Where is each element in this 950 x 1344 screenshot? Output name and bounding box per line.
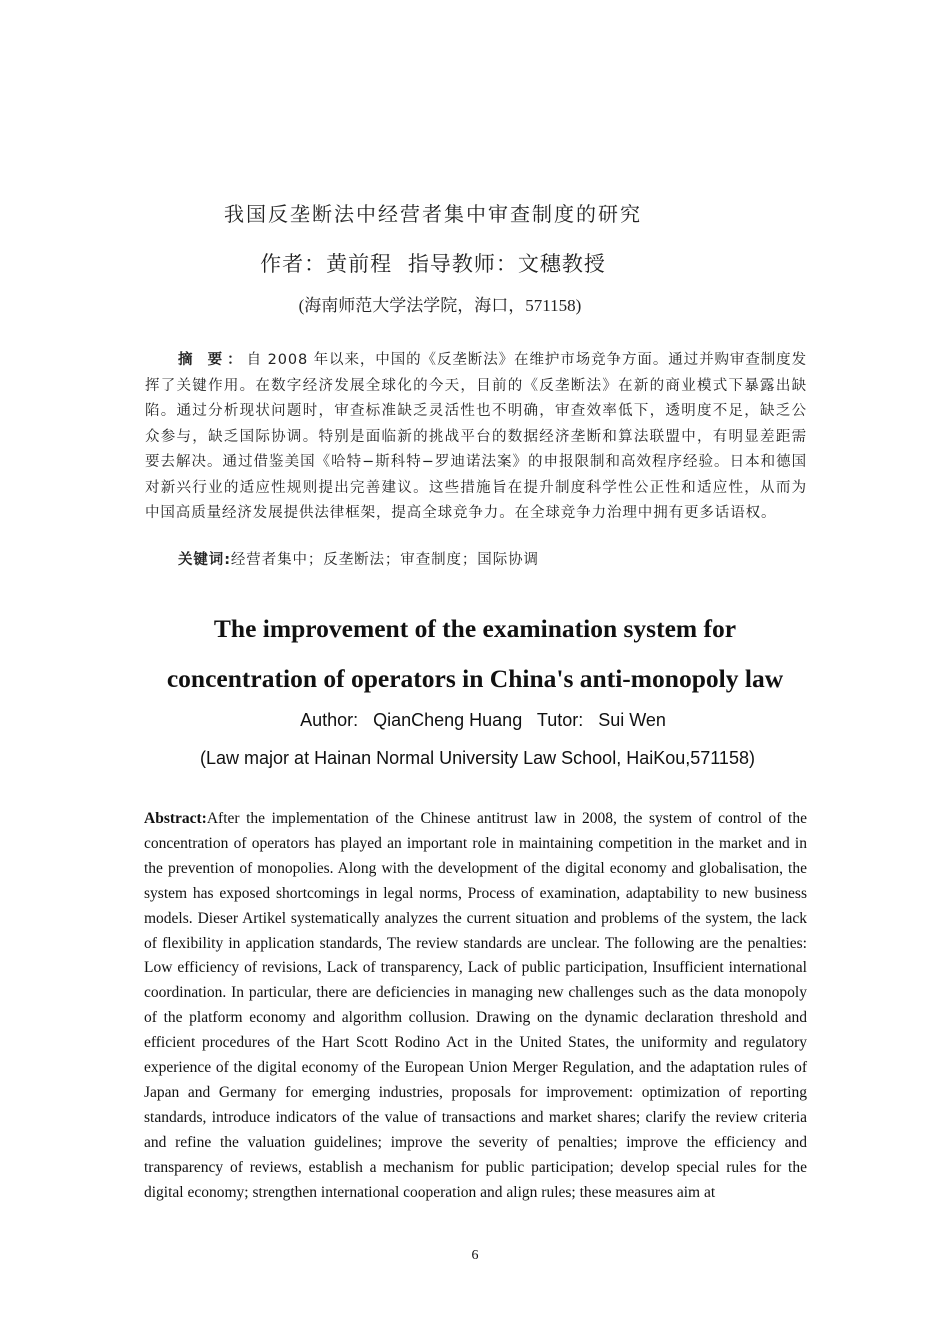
english-affiliation: (Law major at Hainan Normal University Law School, HaiKou,571158)	[200, 748, 755, 768]
chinese-title: 我国反垄断法中经营者集中审查制度的研究	[224, 202, 642, 226]
english-authors: Author: QianCheng Huang Tutor: Sui Wen	[300, 710, 666, 730]
page-number: 6	[471, 1248, 479, 1263]
chinese-tutor: 指导教师：文穗教授	[407, 252, 606, 276]
english-abstract-text: After the implementation of the Chinese antitrust law in 2008, the system of control of the concentration of operators has played an important role in maintaining competition in the market and in the prevention of monopolies. Along with the development of the digital economy and globalisation, the system has exposed shortcomings in legal norms, Process of examination, adaptability to new business models. Dieser Artikel systematically analyzes the current situation and problems of the system, the lack of flexibility in application standards, The review standards are unclear. The following are the penalties: Low efficiency of revisions, Lack of transparency, Lack of public participation, Insufficient international coordination. In particular, there are deficiencies in managing new challenges such as the data monopoly of the platform economy and algorithm collusion. Drawing on the dynamic declaration threshold and efficient procedures of the Hart Scott Rodino Act in the United States, the uniformity and regulatory experience of the digital economy of the European Union Merger Regulation, and the adaptation rules of Japan and Germany for emerging industries, proposals for improvement: optimization of reporting standards, introduce indicators of the value of transactions and market shares; clarify the review criteria and refine the valuation guidelines; improve the severity of penalties; improve the efficiency and transparency of reviews, establish a mechanism for public participation; develop special rules for the digital economy; strengthen international cooperation and align rules; these measures aim at	[144, 810, 807, 1201]
chinese-author: 作者：黄前程	[260, 252, 393, 276]
chinese-abstract-text: 自 2008 年以来，中国的《反垄断法》在维护市场竞争方面。通过并购审查制度发挥了关键作用。在数字经济发展全球化的今天，目前的《反垄断法》在新的商业模式下暴露出缺陷。通过分析现状问题时，审查标准缺乏灵活性也不明确，审查效率低下，透明度不足，缺乏公众参与，缺乏国际协调。特别是面临新的挑战平台的数据经济垄断和算法联盟中，有明显差距需要去解决。通过借鉴美国《哈特−斯科特−罗迪诺法案》的申报限制和高效程序经验。日本和德国对新兴行业的适应性规则提出完善建议。这些措施旨在提升制度科学性公正性和适应性，从而为中国高质量经济发展提供法律框架，提高全球竞争力。在全球竞争力治理中拥有更多话语权。	[145, 352, 807, 521]
english-abstract	[144, 807, 807, 1206]
chinese-affiliation: (海南师范大学法学院，海口，571158)	[298, 296, 582, 315]
chinese-keywords	[178, 548, 808, 569]
chinese-abstract	[145, 348, 807, 527]
english-abstract-label: Abstract:	[144, 810, 207, 827]
chinese-keywords-text: 经营者集中；反垄断法；审查制度；国际协调	[230, 552, 539, 568]
english-title	[0, 604, 950, 704]
english-title-line-1: The improvement of the examination system for	[213, 614, 737, 643]
chinese-abstract-label: 摘 要：	[178, 352, 247, 368]
english-title-line-2: concentration of operators in China's anti-monopoly law	[166, 664, 784, 693]
chinese-keywords-label: 关键词:	[178, 552, 231, 568]
chinese-authors	[0, 248, 866, 278]
